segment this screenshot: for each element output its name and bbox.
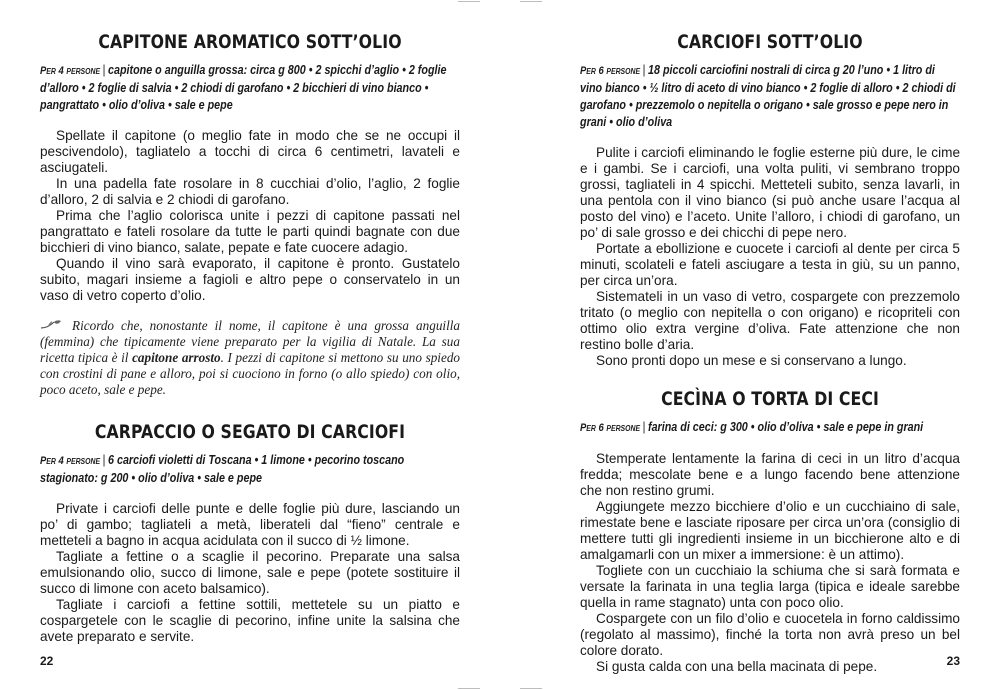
ingredients-text: capitone o anguilla grossa: circa g 800 • 2 spicchi d’aglio • 2 foglie d’alloro • 2 foglie di salvia • 2 chiodi di garofano • 2 bicchieri di vino bianco • pangrattato • olio d’oliva • sale e pepe <box>40 63 447 112</box>
note-highlight: capitone arrosto <box>132 350 221 365</box>
instruction-paragraph: Spellate il capitone (o meglio fate in modo che se ne occupi il pescivendolo), tagliatelo a tocchi di circa 6 centimetri, lavateli e asciugateli. <box>40 128 460 175</box>
page-number: 23 <box>946 654 960 668</box>
serves-label: Per 6 persone <box>580 422 641 434</box>
recipe-title: CARPACCIO O SEGATO DI CARCIOFI <box>94 421 406 443</box>
separator: | <box>642 63 646 77</box>
instruction-paragraph: Sono pronti dopo un mese e si conservano a lungo. <box>596 353 907 368</box>
instruction-paragraph: Togliete con un cucchiaio la schiuma che si sarà formata e versate la farinata in una teglia larga (tipica e ideale sarebbe quella in rame stagnato) unta con poco olio. <box>580 563 960 610</box>
note-text-end: . I pezzi di capitone si mettono su uno spiedo con crostini di pane e alloro, poi si cuociono in forno (o allo spiedo) con olio, poco aceto, sale e pepe. <box>40 350 461 397</box>
recipe-title: CAPITONE AROMATICO SOTT’OLIO <box>98 31 402 53</box>
serves-label: Per 6 persone <box>580 65 641 77</box>
instruction-paragraph: Private i carciofi delle punte e delle foglie più dure, lasciando un po’ di gambo; tagliateli a metà, liberateli dal “fieno” centrale e metteteli a bagno in acqua acidulata con il succo di ½ limone. <box>40 501 460 548</box>
instruction-paragraph: In una padella fate rosolare in 8 cucchiai d’olio, l’aglio, 2 foglie d’alloro, 2 di salvia e 2 chiodi di garofano. <box>40 176 460 207</box>
ingredients-text: farina di ceci: g 300 • olio d’oliva • sale e pepe in grani <box>647 420 924 434</box>
ingredients-list <box>580 62 959 131</box>
serves-label: Per 4 persone <box>40 455 101 467</box>
instruction-paragraph: Aggiungete mezzo bicchiere d’olio e un cucchiaino di sale, rimestate bene e lasciate riposare per circa un’ora (consiglio di mettere tutti gli ingredienti insieme in un bicchierone alto e di amalgamarli con un mixer a immersione: è un attimo). <box>580 499 960 562</box>
instruction-paragraph: Tagliate a fettine o a scaglie il pecorino. Preparate una salsa emulsionando olio, succo di limone, sale e pepe (potete sostituire il succo di limone con aceto balsamico). <box>40 549 460 596</box>
ingredients-text: 18 piccoli carciofini nostrali di circa g 20 l’uno • 1 litro di vino bianco • ½ litro di aceto di vino bianco • 2 foglie di alloro • 2 chiodi di garofano • prezzemolo o nepitella o origano • sale grosso e pepe nero in grani • olio d’oliva <box>580 63 956 129</box>
separator: | <box>102 63 106 77</box>
ingredients-list <box>580 419 959 437</box>
recipe-title: CECÌNA O TORTA DI CECI <box>661 388 879 410</box>
instruction-paragraph: Prima che l’aglio colorisca unite i pezzi di capitone passati nel pangrattato e fateli rosolare da tutte le parti quindi bagnate con due bicchieri di vino bianco, salate, pepate e fate cuocere adagio. <box>40 208 460 255</box>
recipe-note <box>40 318 460 398</box>
ingredients-text: 6 carciofi violetti di Toscana • 1 limone • pecorino toscano stagionato: g 200 • olio d’oliva • sale e pepe <box>40 453 405 485</box>
instruction-paragraph: Si gusta calda con una bella macinata di pepe. <box>596 659 878 674</box>
instruction-paragraph: Portate a ebollizione e cuocete i carciofi al dente per circa 5 minuti, scolateli e fateli asciugare a testa in giù, su un panno, per circa un’ora. <box>580 241 960 288</box>
instruction-paragraph: Pulite i carciofi eliminando le foglie esterne più dure, le cime e i gambi. Se i carciofi, una volta puliti, vi sembrano troppo grossi, tagliateli in 4 spicchi. Metteteli subito, senza lavarli, in una pentola con il vino bianco (si può anche usare l’acqua al posto del vino) e l’aceto. Unite l’alloro, i chiodi di garofano, un po’ di sale grosso e dei chicchi di pepe nero. <box>580 145 960 240</box>
note-text: Ricordo che, nonostante il nome, il capitone è una grossa anguilla (femmina) che tipicamente viene preparato per la vigilia di Natale. La sua ricetta tipica è il <box>40 318 460 365</box>
instruction-paragraph: Sistemateli in un vaso di vetro, cospargete con prezzemolo tritato (o meglio con nepitella o con origano) e ricopriteli con ottimo olio extra vergine d’oliva. Fate attenzione che non restino bolle d’aria. <box>580 289 960 352</box>
separator: | <box>642 420 646 434</box>
recipe-carciofi-sottolio <box>580 30 960 369</box>
recipe-capitone <box>40 30 460 398</box>
leaf-icon <box>40 318 69 333</box>
recipe-title: CARCIOFI SOTT’OLIO <box>677 31 863 53</box>
serves-label: Per 4 persone <box>40 65 101 77</box>
ingredients-list <box>40 62 459 114</box>
instruction-paragraph: Tagliate i carciofi a fettine sottili, mettetele su un piatto e cospargetele con le scaglie di pecorino, infine unite la salsina che avete preparato e servite. <box>40 597 460 644</box>
instruction-paragraph: Quando il vino sarà evaporato, il capitone è pronto. Gustatelo subito, magari insieme a fagioli e altro pepe o conservatelo in un vaso di vetro coperto d’olio. <box>40 256 460 303</box>
instruction-paragraph: Stemperate lentamente la farina di ceci in un litro d’acqua fredda; mescolate bene e a lungo facendo bene attenzione che non restino grumi. <box>580 451 960 498</box>
instruction-paragraph: Cospargete con un filo d’olio e cuocetela in forno caldissimo (regolato al massimo), finché la torta non avrà preso un bel colore dorato. <box>580 611 960 658</box>
right-page <box>500 0 1000 690</box>
recipe-cecina <box>580 387 960 675</box>
page-number: 22 <box>40 654 54 668</box>
recipe-carpaccio <box>40 420 460 645</box>
ingredients-list <box>40 452 459 487</box>
separator: | <box>102 453 106 467</box>
